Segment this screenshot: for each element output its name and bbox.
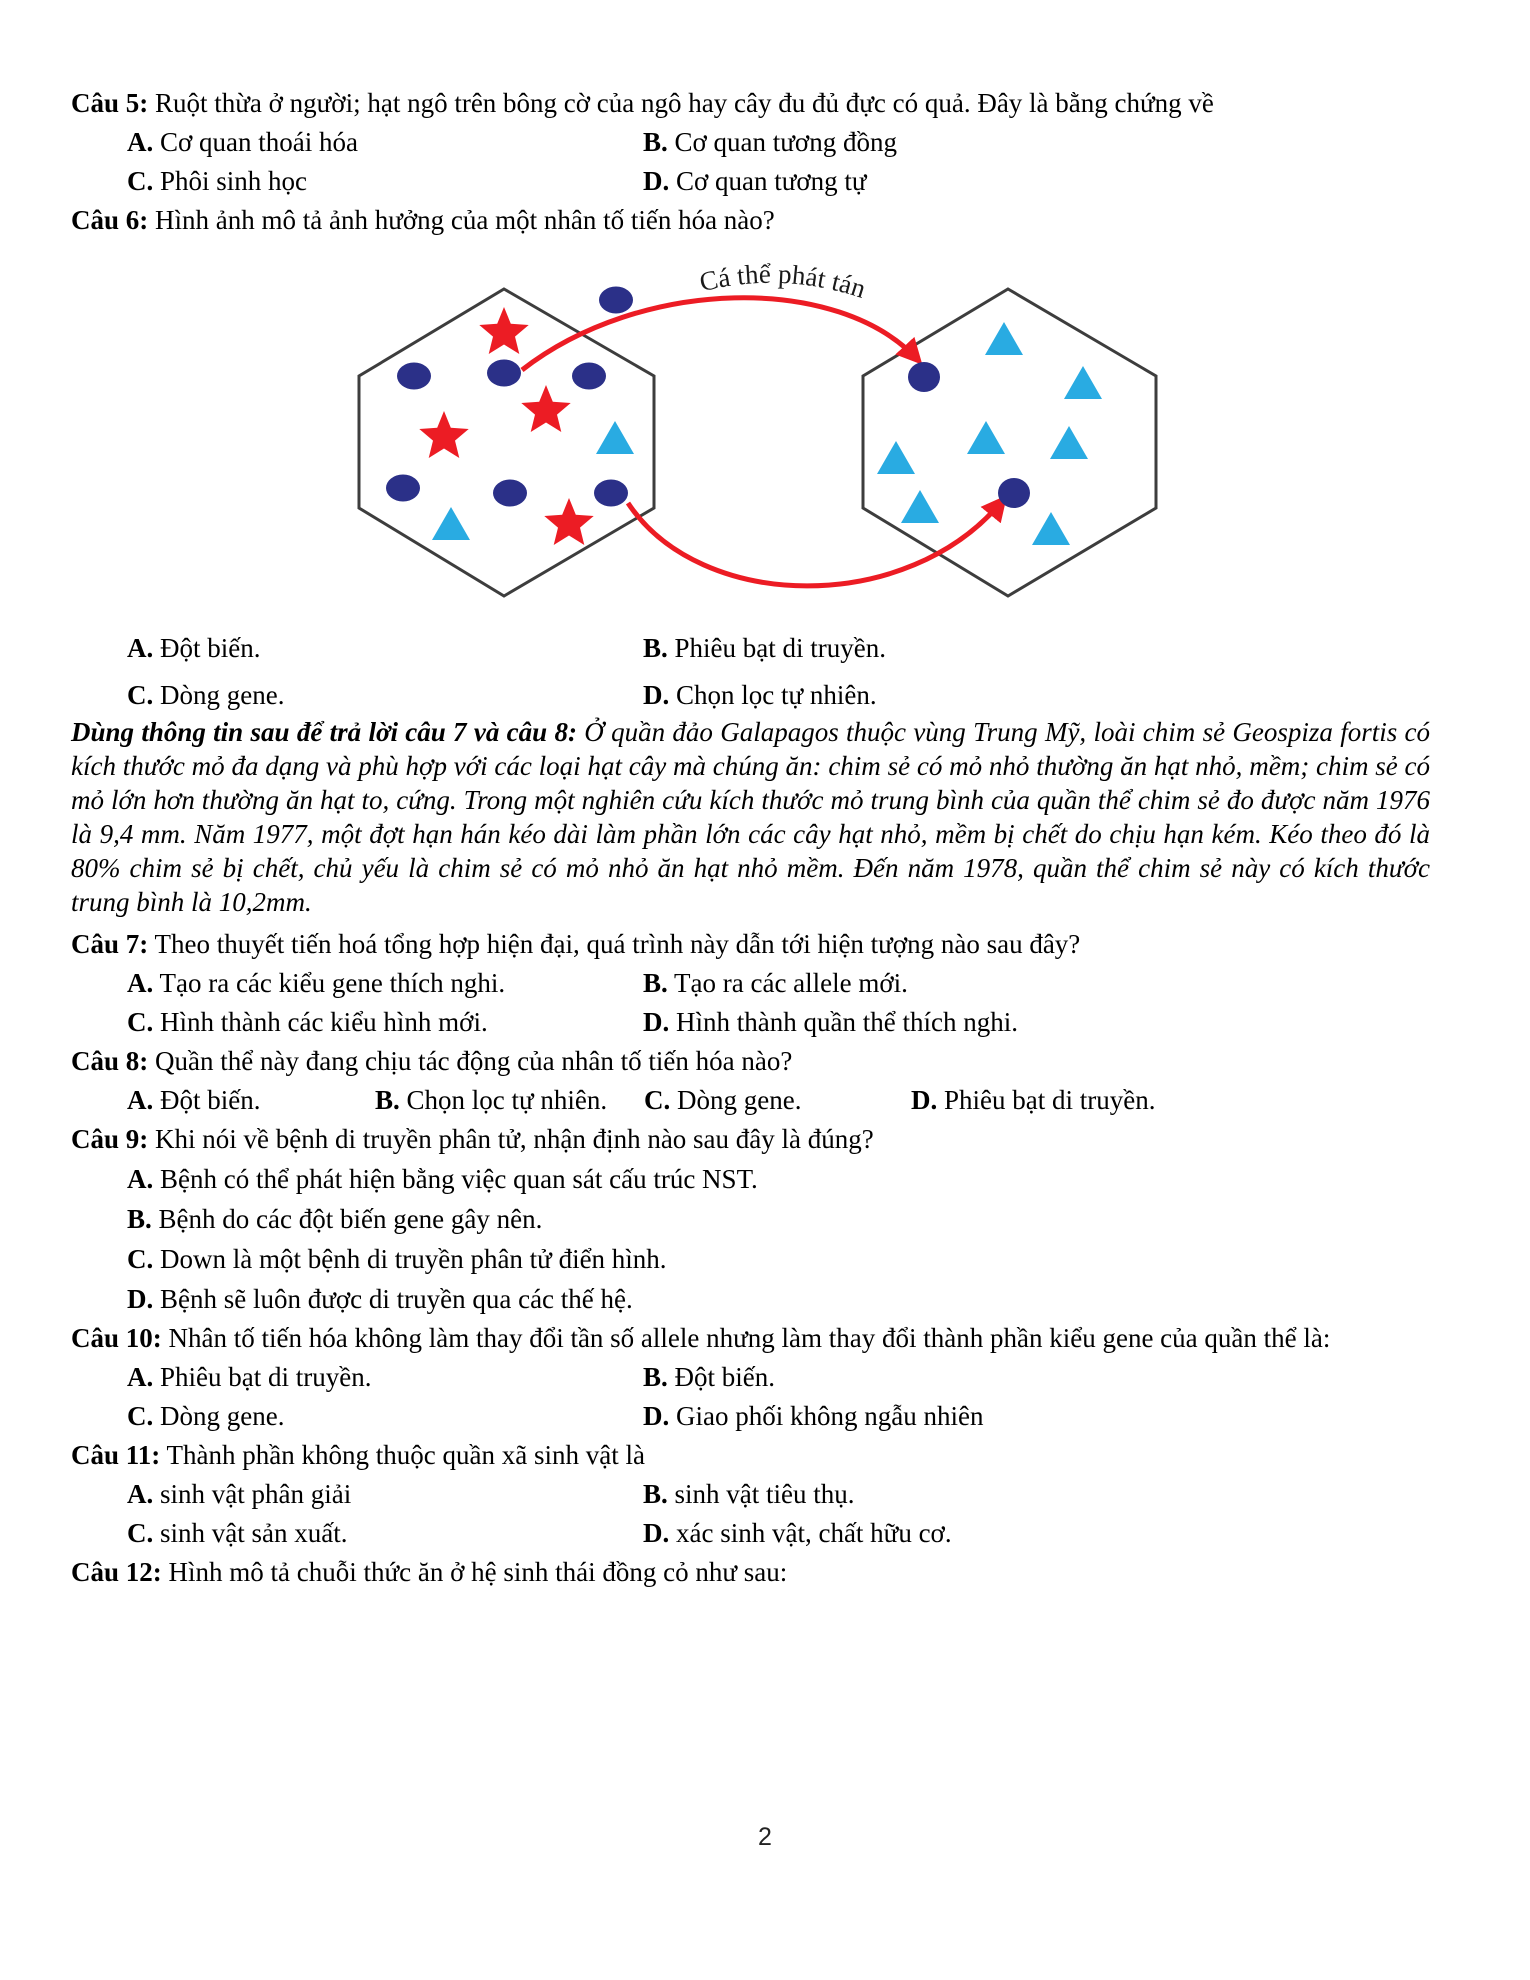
- option-text: Down là một bệnh di truyền phân tử điển hình.: [160, 1244, 667, 1274]
- option-text: Tạo ra các allele mới.: [674, 968, 908, 998]
- option-text: sinh vật phân giải: [160, 1479, 352, 1509]
- question-6-options-row2: [127, 676, 1430, 715]
- option-text: Hình thành các kiểu hình mới.: [160, 1007, 488, 1037]
- question-11: [71, 1436, 1430, 1475]
- red-star-icon: [544, 498, 593, 545]
- option-text: Giao phối không ngẫu nhiên: [676, 1401, 984, 1431]
- navy-oval-icon: [594, 480, 628, 507]
- option-9a: [127, 1159, 1430, 1199]
- option-text: Bệnh sẽ luôn được di truyền qua các thế hệ.: [160, 1284, 633, 1314]
- red-star-icon: [479, 307, 528, 354]
- option-letter: C.: [127, 166, 154, 196]
- option-7c: [127, 1003, 643, 1042]
- option-10c: [127, 1397, 643, 1436]
- option-8d: [911, 1081, 1430, 1120]
- option-text: xác sinh vật, chất hữu cơ.: [676, 1518, 952, 1548]
- question-6-number: Câu 6:: [71, 205, 149, 235]
- question-6-options-row1: [127, 629, 1430, 668]
- question-8: [71, 1042, 1430, 1081]
- navy-oval-icon: [386, 475, 420, 502]
- option-letter: B.: [127, 1204, 152, 1234]
- dispersal-arrow-bottom: [628, 500, 1003, 586]
- cyan-triangle-icon: [877, 441, 915, 474]
- question-11-options: [127, 1475, 1430, 1553]
- question-7-number: Câu 7:: [71, 929, 149, 959]
- option-text: Cơ quan tương đồng: [674, 127, 897, 157]
- question-9-options: [127, 1159, 1430, 1319]
- cyan-triangle-icon: [967, 421, 1005, 454]
- cyan-triangle-icon: [1032, 512, 1070, 545]
- option-letter: C.: [127, 680, 154, 710]
- question-11-text: Thành phần không thuộc quần xã sinh vật là: [166, 1440, 645, 1470]
- option-text: Phiêu bạt di truyền.: [674, 633, 886, 663]
- option-letter: D.: [127, 1284, 154, 1314]
- cyan-triangle-icon: [901, 490, 939, 523]
- gene-flow-diagram: [0, 240, 1530, 629]
- option-5a: [127, 123, 643, 162]
- option-letter: C.: [644, 1085, 671, 1115]
- figure-caption-text: Cá thể phát tán: [696, 258, 870, 304]
- question-5-text: Ruột thừa ở người; hạt ngô trên bông cờ của ngô hay cây đu đủ đực có quả. Đây là bằng chứng về: [155, 88, 1214, 118]
- question-8-text: Quần thể này đang chịu tác động của nhân tố tiến hóa nào?: [155, 1046, 793, 1076]
- page-number: 2: [758, 1823, 772, 1851]
- question-11-number: Câu 11:: [71, 1440, 161, 1470]
- option-11d: [643, 1514, 1430, 1553]
- option-letter: B.: [375, 1085, 400, 1115]
- option-letter: D.: [643, 1518, 670, 1548]
- option-7a: [127, 964, 643, 1003]
- question-9: [71, 1120, 1430, 1159]
- option-letter: A.: [127, 968, 154, 998]
- option-7b: [643, 964, 1430, 1003]
- option-text: Dòng gene.: [677, 1085, 802, 1115]
- option-text: Bệnh có thể phát hiện bằng việc quan sát cấu trúc NST.: [160, 1164, 758, 1194]
- option-10b: [643, 1358, 1430, 1397]
- option-8b: [375, 1081, 644, 1120]
- context-passage: [71, 715, 1430, 919]
- option-letter: B.: [643, 127, 668, 157]
- navy-oval-icon: [908, 362, 940, 392]
- option-10a: [127, 1358, 643, 1397]
- section-main: [0, 629, 1530, 1592]
- option-letter: D.: [643, 166, 670, 196]
- option-9b: [127, 1199, 1430, 1239]
- option-9c: [127, 1239, 1430, 1279]
- passage-body: Ở quần đảo Galapagos thuộc vùng Trung Mỹ, loài chim sẻ Geospiza fortis có kích thước mỏ đa dạng và phù hợp với các loại hạt cây mà chúng ăn: chim sẻ có mỏ nhỏ thường ăn hạt nhỏ, mềm; chim sẻ có mỏ lớn hơn thường ăn hạt to, cứng. Trong một nghiên cứu kích thước mỏ trung bình của quần thể chim sẻ đo được năm 1976 là 9,4 mm. Năm 1977, một đợt hạn hán kéo dài làm phần lớn các cây hạt nhỏ, mềm bị chết do chịu hạn kém. Kéo theo đó là 80% chim sẻ bị chết, chủ yếu là chim sẻ có mỏ nhỏ ăn hạt nhỏ mềm. Đến năm 1978, quần thể chim sẻ này có kích thước trung bình là 10,2mm.: [71, 717, 1431, 917]
- navy-oval-icon: [493, 480, 527, 507]
- option-11b: [643, 1475, 1430, 1514]
- dispersal-arrow-top: [522, 298, 918, 370]
- navy-oval-icon: [397, 363, 431, 390]
- option-6b: [643, 629, 1430, 668]
- passage-lead: Dùng thông tin sau để trả lời câu 7 và câu 8:: [71, 717, 577, 747]
- navy-oval-icon: [487, 360, 521, 387]
- option-7d: [643, 1003, 1430, 1042]
- option-text: Cơ quan tương tự: [676, 166, 867, 196]
- option-text: Phôi sinh học: [160, 166, 308, 196]
- option-letter: A.: [127, 1362, 154, 1392]
- option-text: Dòng gene.: [160, 680, 285, 710]
- option-letter: B.: [643, 633, 668, 663]
- option-letter: C.: [127, 1007, 154, 1037]
- question-8-number: Câu 8:: [71, 1046, 149, 1076]
- option-letter: D.: [643, 680, 670, 710]
- question-6-text: Hình ảnh mô tả ảnh hưởng của một nhân tố tiến hóa nào?: [155, 205, 775, 235]
- option-9d: [127, 1279, 1430, 1319]
- option-letter: D.: [911, 1085, 938, 1115]
- option-text: Chọn lọc tự nhiên.: [406, 1085, 608, 1115]
- option-text: Dòng gene.: [160, 1401, 285, 1431]
- option-text: sinh vật sản xuất.: [160, 1518, 348, 1548]
- question-7-text: Theo thuyết tiến hoá tổng hợp hiện đại, quá trình này dẫn tới hiện tượng nào sau đây?: [154, 929, 1081, 959]
- question-5: [71, 84, 1430, 123]
- cyan-triangle-icon: [1064, 366, 1102, 399]
- option-text: Phiêu bạt di truyền.: [944, 1085, 1156, 1115]
- question-6: [71, 201, 1430, 240]
- option-letter: B.: [643, 1362, 668, 1392]
- question-12: [71, 1553, 1430, 1592]
- question-8-options: [127, 1081, 1430, 1120]
- option-11a: [127, 1475, 643, 1514]
- option-text: Bệnh do các đột biến gene gây nên.: [158, 1204, 543, 1234]
- question-12-number: Câu 12:: [71, 1557, 162, 1587]
- option-5b: [643, 123, 1430, 162]
- option-letter: B.: [643, 968, 668, 998]
- question-9-text: Khi nói về bệnh di truyền phân tử, nhận định nào sau đây là đúng?: [155, 1124, 874, 1154]
- question-7-options: [127, 964, 1430, 1042]
- option-letter: A.: [127, 633, 154, 663]
- question-10-options: [127, 1358, 1430, 1436]
- question-9-number: Câu 9:: [71, 1124, 149, 1154]
- option-text: Tạo ra các kiểu gene thích nghi.: [159, 968, 506, 998]
- red-star-icon: [419, 411, 468, 458]
- option-text: Cơ quan thoái hóa: [160, 127, 358, 157]
- option-letter: D.: [643, 1007, 670, 1037]
- option-letter: A.: [127, 1164, 154, 1194]
- question-7: [71, 925, 1430, 964]
- option-text: Đột biến.: [160, 1085, 261, 1115]
- cyan-triangle-icon: [432, 507, 470, 540]
- option-text: sinh vật tiêu thụ.: [674, 1479, 855, 1509]
- option-8a: [127, 1081, 375, 1120]
- option-letter: A.: [127, 1479, 154, 1509]
- option-6a: [127, 629, 643, 668]
- option-5c: [127, 162, 643, 201]
- question-5-options: [127, 123, 1430, 201]
- question-10-text: Nhân tố tiến hóa không làm thay đổi tần số allele nhưng làm thay đổi thành phần kiểu gene của quần thể là:: [168, 1323, 1331, 1353]
- option-letter: B.: [643, 1479, 668, 1509]
- option-letter: A.: [127, 127, 154, 157]
- question-10: [71, 1319, 1430, 1358]
- question-12-text: Hình mô tả chuỗi thức ăn ở hệ sinh thái đồng cỏ như sau:: [168, 1557, 788, 1587]
- cyan-triangle-icon: [596, 421, 634, 454]
- question-10-number: Câu 10:: [71, 1323, 162, 1353]
- red-star-icon: [521, 385, 570, 432]
- option-letter: C.: [127, 1244, 154, 1274]
- navy-oval-icon: [599, 287, 633, 314]
- cyan-triangle-icon: [985, 322, 1023, 355]
- option-text: Đột biến.: [160, 633, 261, 663]
- question-5-number: Câu 5:: [71, 88, 149, 118]
- option-8c: [644, 1081, 911, 1120]
- option-letter: C.: [127, 1518, 154, 1548]
- cyan-triangle-icon: [1050, 426, 1088, 459]
- option-11c: [127, 1514, 643, 1553]
- option-text: Chọn lọc tự nhiên.: [676, 680, 877, 710]
- navy-oval-icon: [998, 478, 1030, 508]
- section-top: [0, 0, 1530, 240]
- option-letter: A.: [127, 1085, 154, 1115]
- option-6d: [643, 676, 1430, 715]
- option-5d: [643, 162, 1430, 201]
- option-text: Hình thành quần thể thích nghi.: [676, 1007, 1018, 1037]
- option-letter: D.: [643, 1401, 670, 1431]
- option-6c: [127, 676, 643, 715]
- option-text: Đột biến.: [674, 1362, 776, 1392]
- option-letter: C.: [127, 1401, 154, 1431]
- option-10d: [643, 1397, 1430, 1436]
- navy-oval-icon: [572, 363, 606, 390]
- option-text: Phiêu bạt di truyền.: [160, 1362, 372, 1392]
